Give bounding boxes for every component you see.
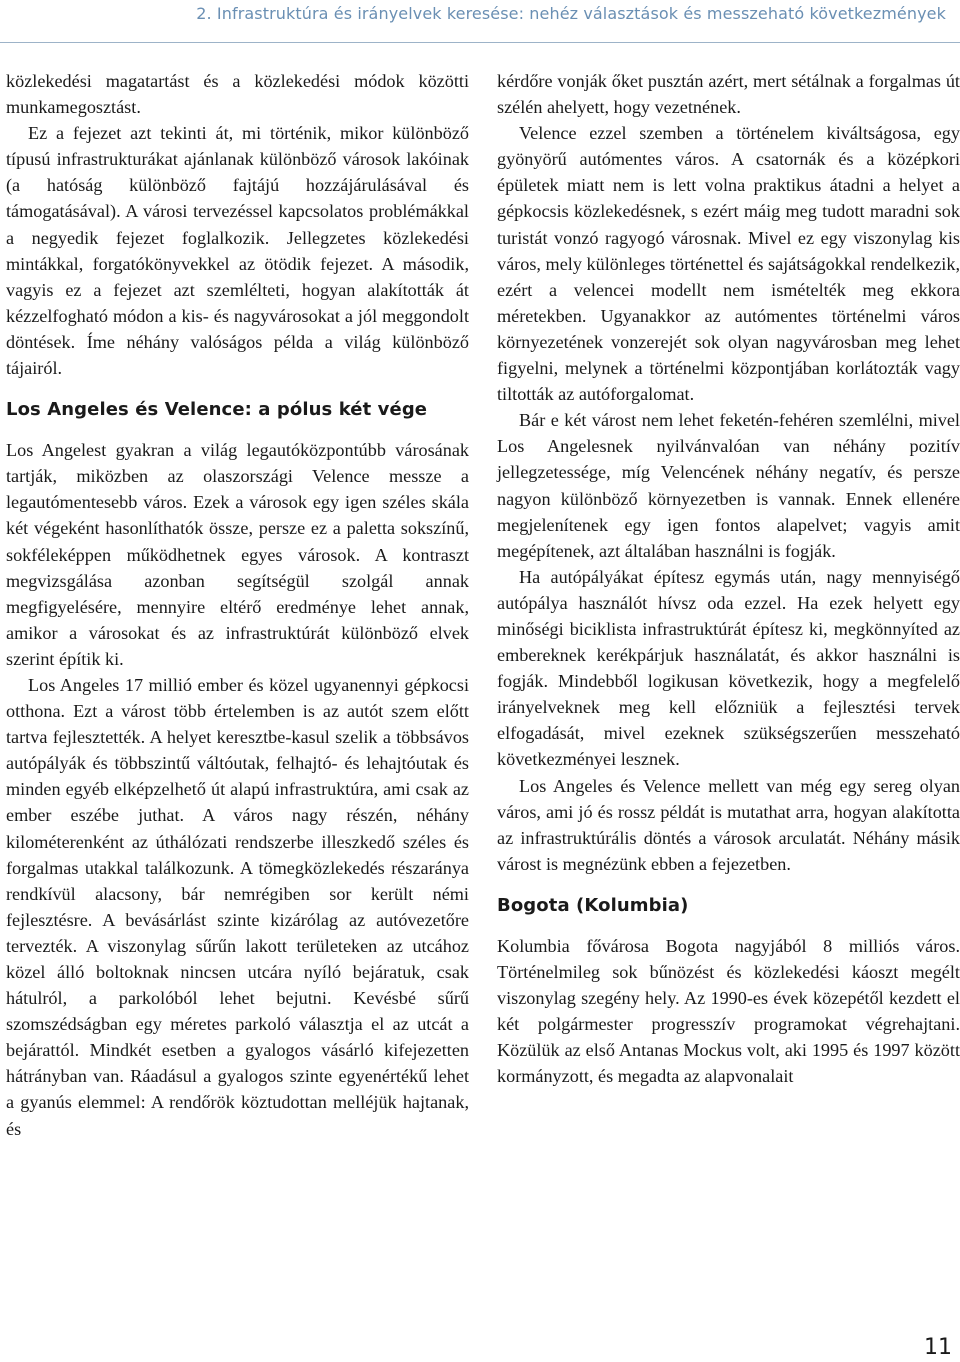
- right-paragraph-6: Kolumbia fővárosa Bogota nagyjából 8 milliós város. Történelmileg sok bűnözést és közlekedési káoszt megélt viszonylag szegény hely. Az 1990-es évek közepétől kezdett el két polgármester progresszív programokat végrehajtani. Közülük az első Antanas Mockus volt, aki 1995 és 1997 között kormányzott, és megadta az alapvonalait: [497, 935, 960, 1087]
- right-paragraph-1: kérdőre vonják őket pusztán azért, mert sétálnak a forgalmas út szélén ahelyett, hogy vezetnének.: [497, 71, 960, 118]
- header-rule: [0, 42, 960, 43]
- right-paragraph-4: Ha autópályákat építesz egymás után, nagy mennyiségő autópálya használót hívsz oda ezzel. Ha ezek helyett egy minőségi biciklista infrastruktúrát építesz ki, megkönnyíted az embereknek kerékpárjuk használatát, és akkor használni is fogják. Mindebből logikusan következik, hogy a megfelelő irányelveknek meg kell előzniük a fejlesztési tervek elfogadását, mivel ezeknek szükségszerűen messzeható következményei lesznek.: [497, 566, 960, 770]
- right-paragraph-3: Bár e két várost nem lehet feketén-fehéren szemlélni, mivel Los Angelesnek nyilvánvalóan van néhány pozitív jellegzetessége, míg Velencének néhány negatív, és persze nagyon különböző környezetben is vannak. Ennek ellenére megjelenítenek egy igen fontos alapelvet; vagyis amit megépítenek, azt általában használni is fogják.: [497, 410, 960, 561]
- left-paragraph-3: Los Angelest gyakran a világ legautóközpontúbb városának tartják, miközben az olaszországi Velence messze a legautómentesebb város. Ezek a városok egy igen széles skála két végeként hasonlíthatók össze, persze ez a paletta sokszínű, sokféleképpen működhetnek egyes városok. A kontraszt megvizsgálása azonban segítségül szolgál annak megfigyelésére, mennyire eltérő eredménye lehet annak, amikor a városokat és az infrastruktúrát különböző elvek szerint építik ki.: [6, 440, 469, 669]
- right-column: [497, 68, 960, 1089]
- running-head: 2. Infrastruktúra és irányelvek keresése: nehéz választások és messzeható következmények: [196, 4, 946, 23]
- right-paragraph-5: Los Angeles és Velence mellett van még egy sereg olyan város, ami jó és rossz példát is mutathat arra, hogyan alakította az infrastruktúrális döntés a városok arculatát. Néhány másik várost is megnézünk ebben a fejezetben.: [497, 775, 960, 874]
- left-column: [6, 68, 469, 1142]
- section-heading-bogota: Bogota (Kolumbia): [497, 894, 689, 916]
- left-paragraph-4: Los Angeles 17 millió ember és közel ugyanennyi gépkocsi otthona. Ezt a várost több értelemben is az autót szem előtt tartva fejlesztették. A helyet keresztbe-kasul szelik a többsávos autópályák és többszintű váltóutak, felhajtó- és lehajtóutak és minden egyéb elképzelhető út alapú infrastruktúra, ami csak az ember eszébe juthat. A város nagy részén, néhány kilométerenként az úthálózati rendszerbe illeszkedő széles és forgalmas utakkal találkozunk. A tömegközlekedés részaránya rendkívül alacsony, bár nemrégiben sor került némi fejlesztésre. A bevásárlást szinte kizárólag az autóvezetőre tervezték. A viszonylag sűrűn lakott területeken az utcához közel álló boltoknak nincsen utcára nyíló bejáratuk, csak hátulról, a parkolóból lehet bejutni. Kevésbé sűrű szomszédságban egy méretes parkoló választja el az utcát a bejárattól. Mindkét esetben a gyalogos vásárló kifejezetten hátrányban van. Ráadásul a gyalogos szinte egyenértékű lehet a gyanús elemmel: A rendőrök köztudottan melléjük hajtanak, és: [6, 674, 469, 1139]
- left-paragraph-2: Ez a fejezet azt tekinti át, mi történik, mikor különböző típusú infrastrukturákat ajánlanak különböző városok lakóinak (a hatóság különböző fajtájú hozzájárulásával és támogatásával). A városi tervezéssel kapcsolatos problémákkal a negyedik fejezet foglalkozik. Jellegzetes közlekedési mintákkal, forgatókönyvekkel az ötödik fejezet. A második, vagyis ez a fejezet azt szemlélteti, hogyan alakították át kézzelfogható módon a kis- és nagyvárosokat a jól meggondolt döntések. Íme néhány valóságos példa a világ különböző tájairól.: [6, 123, 469, 379]
- page-number: 11: [924, 1335, 952, 1360]
- section-heading-los-angeles-velence: Los Angeles és Velence: a pólus két vége: [6, 399, 428, 421]
- left-paragraph-1: közlekedési magatartást és a közlekedési módok közötti munkamegosztást.: [6, 71, 469, 118]
- right-paragraph-2: Velence ezzel szemben a történelem kiváltságosa, egy gyönyörű autómentes város. A csatornák és a középkori épületek miatt nem is lett volna praktikus átadni a helyet a gépkocsis közlekedésnek, s ezért máig meg tudott maradni sok turistát vonzó ragyogó városnak. Mivel ez egy viszonylag kis város, mely különleges történettel és sajátságokkal rendelkezik, ezért a velencei modellt nem ismételték meg ekkora méretekben. Ugyanakkor az autómentes történelmi város környezetének vonzerejét sok olyan nagyvárosban meg lehet figyelni, melynek a történelmi központjában korlátozták vagy tiltották az autóforgalomat.: [497, 123, 960, 405]
